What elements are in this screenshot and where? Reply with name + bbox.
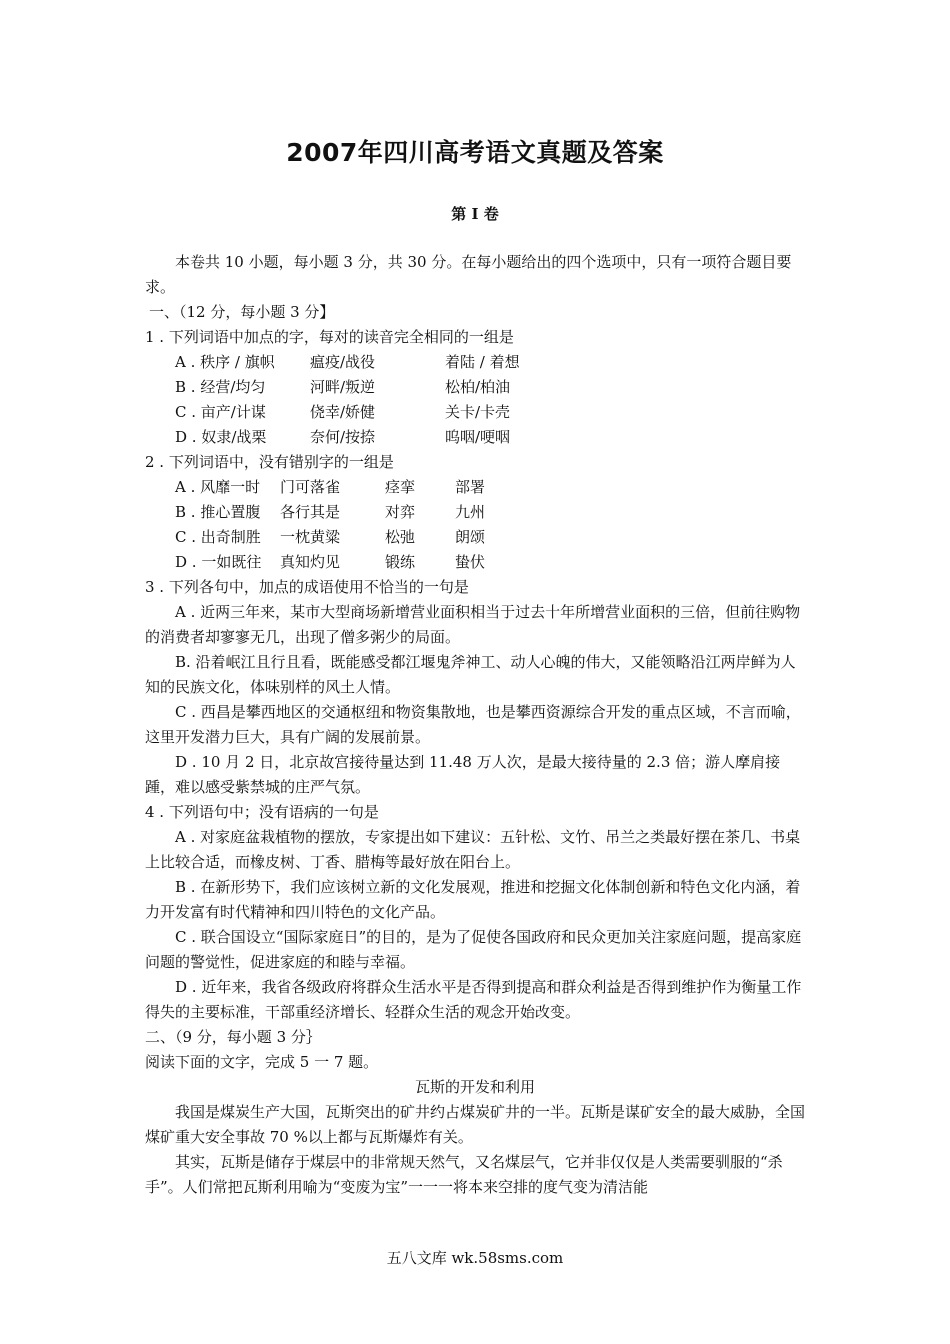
question-2-option-c: C . 出奇制胜 一枕黄粱 松弛 朗颂 bbox=[175, 528, 486, 546]
document-body bbox=[145, 250, 805, 1200]
question-1-option-d: D . 奴隶/战栗 奈何/按捺 呜咽/哽咽 bbox=[175, 428, 511, 446]
section-one-heading: 一、（12 分，每小题 3 分】 bbox=[149, 303, 335, 321]
question-4-option-a: A . 对家庭盆栽植物的摆放，专家提出如下建议：五针松、文竹、吊兰之类最好摆在茶几、书桌上比较合适，而橡皮树、丁香、腊梅等最好放在阳台上。 bbox=[145, 828, 801, 871]
question-3-stem: 3 . 下列各句中，加点的成语使用不恰当的一句是 bbox=[145, 578, 469, 596]
question-3-option-d: D . 10 月 2 日，北京故宫接待量达到 11.48 万人次，是最大接待量的 2.3 倍；游人摩肩接踵，难以感受紫禁城的庄严气氛。 bbox=[145, 753, 781, 796]
question-4-option-d: D . 近年来，我省各级政府将群众生活水平是否得到提高和群众利益是否得到维护作为衡量工作得失的主要标准，干部重经济增长、轻群众生活的观念开始改变。 bbox=[145, 978, 802, 1021]
question-2-option-b: B . 推心置腹 各行其是 对弈 九州 bbox=[175, 503, 486, 521]
page-title: 2007年四川高考语文真题及答案 bbox=[286, 138, 664, 167]
question-2-option-d: D . 一如既往 真知灼见 锻练 蛰伏 bbox=[175, 553, 486, 571]
question-3-option-a: A . 近两三年来，某市大型商场新增营业面积相当于过去十年所增营业面积的三倍，但前往购物的消费者却寥寥无几，出现了僧多粥少的局面。 bbox=[145, 603, 801, 646]
question-1-option-c: C . 亩产/计谋 侥幸/娇健 关卡/卡壳 bbox=[175, 403, 511, 421]
question-4-option-b: B . 在新形势下，我们应该树立新的文化发展观，推进和挖掘文化体制创新和特色文化内涵，着力开发富有时代精神和四川特色的文化产品。 bbox=[145, 878, 801, 921]
passage-paragraph-1: 我国是煤炭生产大国，瓦斯突出的矿井约占煤炭矿井的一半。瓦斯是谋矿安全的最大威胁，全国煤矿重大安全事故 70 %以上都与瓦斯爆炸有关。 bbox=[145, 1103, 806, 1146]
reading-instruction: 阅读下面的文字，完成 5 一 7 题。 bbox=[145, 1053, 379, 1071]
question-3-option-c: C . 西昌是攀西地区的交通枢纽和物资集散地，也是攀西资源综合开发的重点区域，不言而喻，这里开发潜力巨大，具有广阔的发展前景。 bbox=[145, 703, 801, 746]
question-2-option-a: A . 风靡一时 门可落雀 痉挛 部署 bbox=[175, 478, 486, 496]
question-2-stem: 2 . 下列词语中，没有错别字的一组是 bbox=[145, 453, 394, 471]
passage-paragraph-2: 其实，瓦斯是储存于煤层中的非常规天然气，又名煤层气，它并非仅仅是人类需要驯服的“杀手”。人们常把瓦斯利用喻为“变废为宝”一一一将本来空排的度气变为清洁能 bbox=[145, 1153, 783, 1196]
question-4-option-c: C . 联合国设立“国际家庭日”的目的，是为了促使各国政府和民众更加关注家庭问题，提高家庭问题的警觉性，促进家庭的和睦与幸福。 bbox=[145, 928, 802, 971]
question-3-option-b: B. 沿着岷江且行且看，既能感受都江堰鬼斧神工、动人心魄的伟大，又能领略沿江两岸鲜为人知的民族文化，体味别样的风土人情。 bbox=[145, 653, 796, 696]
passage-title: 瓦斯的开发和利用 bbox=[414, 1078, 535, 1096]
question-1-option-a: A . 秩序 / 旗帜 瘟疫/战役 着陆 / 着想 bbox=[175, 353, 520, 371]
section-two-heading: 二、（9 分，每小题 3 分｝ bbox=[145, 1028, 321, 1046]
question-1-stem: 1 . 下列词语中加点的字，每对的读音完全相同的一组是 bbox=[145, 328, 514, 346]
footer-watermark: 五八文库 wk.58sms.com bbox=[386, 1249, 564, 1267]
question-1-option-b: B . 经营/均匀 河畔/叛逆 松柏/柏油 bbox=[175, 378, 511, 396]
intro-paragraph: 本卷共 10 小题，每小题 3 分，共 30 分。在每小题给出的四个选项中，只有一项符合题目要求。 bbox=[145, 253, 792, 296]
question-4-stem: 4 . 下列语句中；没有语病的一句是 bbox=[145, 803, 379, 821]
volume-heading: 第 I 卷 bbox=[451, 205, 499, 223]
